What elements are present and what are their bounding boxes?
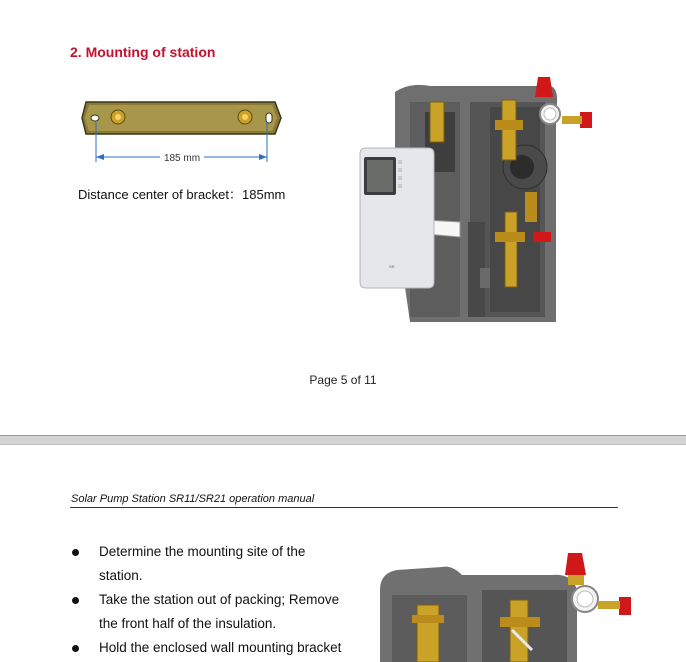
dimension-label: 185 mm: [163, 153, 201, 164]
list-item-line: Take the station out of packing; Remove: [99, 592, 340, 607]
running-header: Solar Pump Station SR11/SR21 operation manual: [71, 493, 315, 505]
bullet-icon: [72, 549, 79, 556]
pump-station-photo-partial: [372, 545, 632, 662]
bullet-icon: [72, 597, 79, 604]
pump-station-photo: [350, 72, 610, 327]
bullet-icon: [72, 645, 79, 652]
list-item-line: Hold the enclosed wall mounting bracket: [99, 640, 342, 655]
section-heading: 2. Mounting of station: [70, 44, 216, 60]
controller-label: SR: [389, 264, 395, 269]
instruction-list: [70, 540, 370, 660]
list-item-line: the front half of the insulation.: [99, 616, 277, 631]
list-item: [70, 636, 370, 660]
header-rule: [70, 507, 618, 508]
manual-page-6: [0, 445, 686, 662]
bracket-caption: Distance center of bracket：185mm: [78, 187, 286, 202]
page-number: Page 5 of 11: [309, 373, 377, 387]
list-item-line: Determine the mounting site of the: [99, 544, 306, 559]
list-item: [70, 588, 370, 636]
mounting-bracket-illustration: [80, 92, 285, 167]
page-separator: [0, 435, 686, 445]
list-item: [70, 540, 370, 588]
list-item-line: station.: [99, 568, 143, 583]
